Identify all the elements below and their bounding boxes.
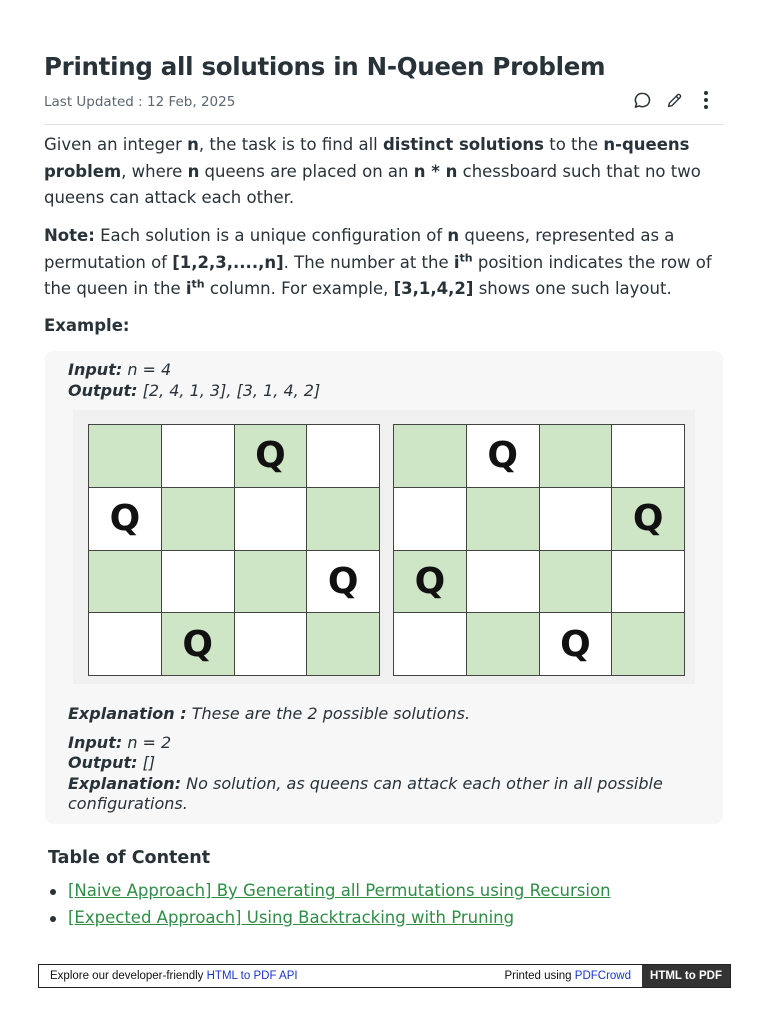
queen-piece: Q <box>109 498 141 540</box>
board-cell <box>89 613 161 675</box>
queen-piece: Q <box>414 560 446 602</box>
example-output-2: Output: [] <box>68 753 156 772</box>
page-title: Printing all solutions in N-Queen Problem <box>44 52 606 81</box>
queen-cell <box>394 551 466 613</box>
board-cell <box>394 488 466 550</box>
html-to-pdf-button[interactable]: HTML to PDF <box>642 965 730 987</box>
queen-piece: Q <box>182 623 213 665</box>
article-actions <box>632 90 716 110</box>
queen-cell <box>307 551 379 613</box>
edit-icon[interactable] <box>664 90 684 110</box>
chessboard-solution-1 <box>88 424 380 676</box>
queen-cell <box>89 488 161 550</box>
example-input-1: Input: n = 4 <box>68 360 172 379</box>
toc-list <box>48 878 611 931</box>
example-explanation-1: Explanation : These are the 2 possible solutions. <box>68 704 471 723</box>
footer-printed: Printed using PDFCrowd <box>504 970 632 982</box>
queen-piece: Q <box>560 623 591 665</box>
queen-piece: Q <box>255 435 286 477</box>
board-cell <box>162 551 234 613</box>
chessboard-solution-2 <box>393 424 685 676</box>
board-cell <box>162 488 234 550</box>
board-cell <box>467 488 539 550</box>
more-vertical-icon[interactable] <box>696 90 716 110</box>
board-cell <box>612 551 684 613</box>
toc-item <box>48 878 611 905</box>
board-cell <box>89 551 161 613</box>
queen-cell <box>612 488 684 550</box>
board-cell <box>394 425 466 487</box>
toc-heading: Table of Content <box>48 848 211 868</box>
example-input-2: Input: n = 2 <box>68 733 172 752</box>
board-cell <box>612 425 684 487</box>
intro-paragraph: Given an integer n, the task is to find all distinct solutions to the n-queens problem, where n queens are placed on an n * n chessboard such that no two queens can attack each other. <box>44 135 701 207</box>
queen-cell <box>540 613 612 675</box>
board-cell <box>467 613 539 675</box>
queen-piece: Q <box>487 435 518 477</box>
board-cell <box>235 551 307 613</box>
example-explanation-2: Explanation: No solution, as queens can attack each other in all possible configurations. <box>68 774 663 813</box>
queen-cell <box>235 425 307 487</box>
toc-link-backtracking[interactable]: [Expected Approach] Using Backtracking with Pruning <box>68 907 515 927</box>
board-cell <box>612 613 684 675</box>
example-output-1: Output: [2, 4, 1, 3], [3, 1, 4, 2] <box>68 381 321 400</box>
board-cell <box>235 488 307 550</box>
board-cell <box>162 425 234 487</box>
toc-link-naive[interactable]: [Naive Approach] By Generating all Permutations using Recursion <box>68 881 611 900</box>
pdfcrowd-footer <box>38 964 731 988</box>
toc-item <box>48 905 611 932</box>
pdfcrowd-link[interactable]: PDFCrowd <box>574 970 632 982</box>
board-cell <box>235 613 307 675</box>
board-cell <box>540 551 612 613</box>
comment-icon[interactable] <box>632 90 652 110</box>
board-cell <box>307 613 379 675</box>
queen-cell <box>162 613 234 675</box>
chessboard-figure <box>73 410 695 684</box>
board-cell <box>540 488 612 550</box>
board-cell <box>307 488 379 550</box>
html-to-pdf-api-link[interactable]: HTML to PDF API <box>206 970 298 982</box>
queen-piece: Q <box>327 560 359 602</box>
example-heading: Example: <box>44 316 130 335</box>
board-cell <box>89 425 161 487</box>
board-cell <box>540 425 612 487</box>
header-divider <box>44 124 724 125</box>
footer-left: Explore our developer-friendly HTML to PDF API <box>50 970 298 982</box>
board-cell <box>307 425 379 487</box>
board-cell <box>467 551 539 613</box>
board-cell <box>394 613 466 675</box>
note-paragraph: Note: Each solution is a unique configuration of n queens, represented as a permutation of [1,2,3,....,n]. The number at the $i^{th}$ position indicates the row of the queen in the $i^{th}$ column. For example, [3,1,4,2] shows one such layout. <box>44 226 712 298</box>
queen-piece: Q <box>632 498 664 540</box>
queen-cell <box>467 425 539 487</box>
last-updated: Last Updated : 12 Feb, 2025 <box>44 94 236 110</box>
